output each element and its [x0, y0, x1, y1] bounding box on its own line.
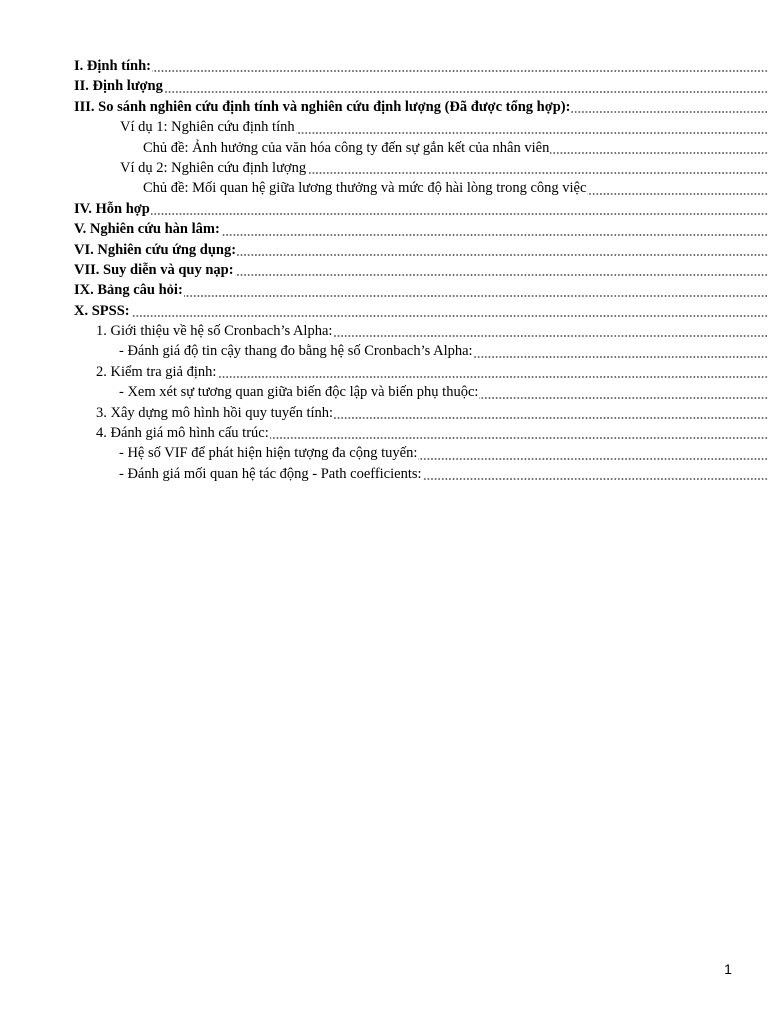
- toc-entry[interactable]: [0, 76, 768, 96]
- toc-entry[interactable]: [0, 280, 768, 300]
- toc-entry-text: 3. Xây dựng mô hình hồi quy tuyến tính:: [96, 404, 334, 421]
- table-of-contents: [0, 56, 768, 484]
- toc-entry-text: - Đánh giá mối quan hệ tác động - Path coefficients:: [119, 465, 422, 482]
- toc-entry[interactable]: [0, 219, 768, 239]
- dot-leader: [164, 91, 768, 93]
- dot-leader: [307, 172, 768, 174]
- dot-leader: [217, 376, 768, 378]
- toc-entry-text: X. SPSS:: [74, 302, 130, 319]
- toc-entry-text: VI. Nghiên cứu ứng dụng:: [74, 241, 237, 258]
- page-number: 1: [724, 961, 732, 977]
- dot-leader: [587, 193, 768, 195]
- toc-entry[interactable]: [0, 362, 768, 382]
- toc-entry-text: Ví dụ 2: Nghiên cứu định lượng: [120, 159, 307, 176]
- dot-leader: [296, 132, 768, 134]
- toc-entry[interactable]: [0, 158, 768, 178]
- dot-leader: [550, 152, 768, 154]
- toc-entry[interactable]: [0, 199, 768, 219]
- dot-leader: [418, 458, 768, 460]
- toc-entry-text: Chủ đề: Ảnh hưởng của văn hóa công ty đến sự gắn kết của nhân viên: [143, 139, 550, 156]
- toc-entry-text: IV. Hỗn hợp: [74, 200, 150, 217]
- toc-entry-text: II. Định lượng: [74, 78, 163, 95]
- toc-entry[interactable]: [0, 178, 768, 198]
- dot-leader: [221, 234, 768, 236]
- toc-entry-text: - Đánh giá độ tin cậy thang đo bằng hệ số Cronbach’s Alpha:: [119, 343, 473, 360]
- toc-entry[interactable]: [0, 138, 768, 158]
- toc-entry-text: 2. Kiểm tra giả định:: [96, 363, 217, 380]
- toc-entry[interactable]: [0, 382, 768, 402]
- dot-leader: [151, 213, 768, 215]
- dot-leader: [152, 70, 768, 72]
- toc-entry[interactable]: [0, 443, 768, 463]
- toc-entry-text: - Xem xét sự tương quan giữa biến độc lập và biến phụ thuộc:: [119, 384, 479, 401]
- toc-entry-text: V. Nghiên cứu hàn lâm:: [74, 221, 220, 238]
- toc-entry[interactable]: [0, 423, 768, 443]
- toc-entry-text: Chủ đề: Mối quan hệ giữa lương thưởng và mức độ hài lòng trong công việc: [143, 180, 587, 197]
- toc-entry[interactable]: [0, 97, 768, 117]
- toc-entry[interactable]: [0, 464, 768, 484]
- toc-entry-text: I. Định tính:: [74, 58, 151, 74]
- toc-entry[interactable]: [0, 321, 768, 341]
- dot-leader: [334, 417, 768, 419]
- dot-leader: [479, 397, 768, 399]
- toc-entry-text: IX. Bảng câu hỏi:: [74, 282, 183, 299]
- toc-entry[interactable]: [0, 403, 768, 423]
- dot-leader: [474, 356, 768, 358]
- toc-entry[interactable]: [0, 341, 768, 361]
- dot-leader: [184, 295, 768, 297]
- dot-leader: [235, 274, 768, 276]
- toc-entry[interactable]: [0, 117, 768, 137]
- dot-leader: [270, 437, 768, 439]
- dot-leader: [333, 335, 768, 337]
- toc-entry[interactable]: [0, 240, 768, 260]
- toc-entry-text: Ví dụ 1: Nghiên cứu định tính: [120, 119, 295, 136]
- dot-leader: [131, 315, 768, 317]
- toc-entry-text: 4. Đánh giá mô hình cấu trúc:: [96, 425, 269, 442]
- toc-entry-text: - Hệ số VIF để phát hiện hiện tượng đa cộng tuyến:: [119, 445, 418, 462]
- dot-leader: [423, 478, 768, 480]
- toc-entry[interactable]: [0, 260, 768, 280]
- toc-entry-text: III. So sánh nghiên cứu định tính và nghiên cứu định lượng (Đã được tổng hợp):: [74, 98, 571, 115]
- toc-entry-text: 1. Giới thiệu về hệ số Cronbach’s Alpha:: [96, 323, 333, 340]
- toc-entry-text: VII. Suy diễn và quy nạp:: [74, 261, 234, 278]
- dot-leader: [571, 111, 768, 113]
- dot-leader: [237, 254, 768, 256]
- toc-entry[interactable]: [0, 301, 768, 321]
- toc-entry[interactable]: [0, 56, 768, 76]
